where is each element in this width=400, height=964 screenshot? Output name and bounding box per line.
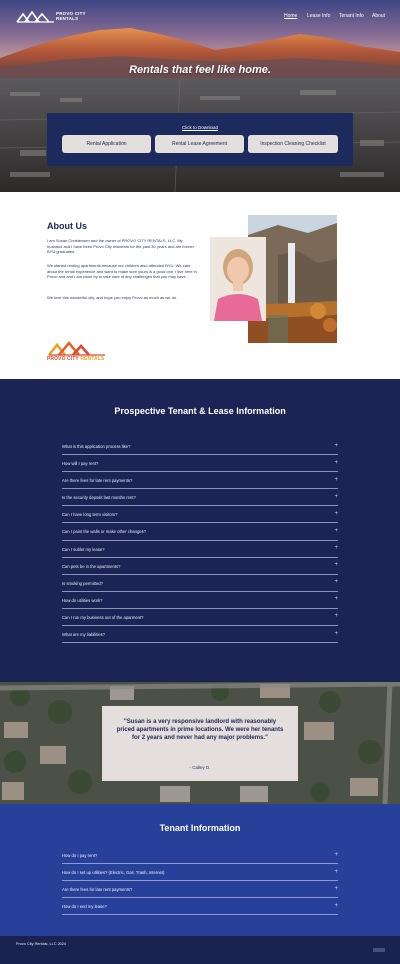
- plus-icon[interactable]: +: [334, 596, 338, 603]
- rental-lease-agreement-button[interactable]: Rental Lease Agreement: [155, 135, 244, 153]
- faq-title: Prospective Tenant & Lease Information: [114, 406, 286, 416]
- faq-item[interactable]: [62, 558, 338, 575]
- plus-icon[interactable]: +: [334, 545, 338, 552]
- nav-lease-info[interactable]: Lease Info: [307, 13, 331, 19]
- plus-icon[interactable]: +: [334, 510, 338, 517]
- tenant-info-title: Tenant Information: [159, 823, 241, 833]
- faq-item-question: Are there fees for late rent payments?: [62, 478, 133, 484]
- about-paragraph-1: I am Susan Christensen and the owner of PROVO CITY RENTALS, LLC. My husband and I have been Provo City residents for the past 30 years and are former BYU graduates.: [47, 238, 194, 255]
- tenant-item[interactable]: [62, 847, 338, 864]
- tenant-item[interactable]: [62, 881, 338, 898]
- about-title: About Us: [47, 221, 87, 231]
- download-panel: [47, 113, 353, 166]
- footer-copyright: Provo City Rentals, LLC 2024: [16, 942, 67, 946]
- plus-icon[interactable]: +: [334, 630, 338, 637]
- about-paragraph-2: We started renting apartments because our children also attended BYU. We care about the rental experience and want to make sure yours is a good one. I live here in Provo and and I am close by to take care of any challenges that you may have.: [47, 263, 197, 280]
- plus-icon[interactable]: +: [334, 613, 338, 620]
- faq-item[interactable]: [62, 626, 338, 643]
- owner-portrait-photo: [210, 237, 266, 321]
- plus-icon[interactable]: +: [334, 442, 338, 449]
- tenant-item-question: Are there fees for late rent payments?: [62, 887, 133, 892]
- tenant-info-list: [62, 847, 338, 915]
- faq-item-question: Is smoking permitted?: [62, 580, 103, 586]
- faq-item-question: What are my liabilities?: [62, 632, 106, 638]
- faq-item[interactable]: [62, 541, 338, 558]
- faq-item-question: Can I have long term visitors?: [62, 512, 118, 518]
- nav-home[interactable]: Home: [284, 13, 298, 19]
- hero-title: Rentals that feel like home.: [129, 64, 271, 76]
- brand-logo-text: [56, 11, 86, 21]
- faq-item[interactable]: [62, 609, 338, 626]
- tenant-item[interactable]: [62, 898, 338, 915]
- logo-wordmark: [47, 356, 104, 362]
- plus-icon[interactable]: +: [334, 562, 338, 569]
- faq-item-question: Is the security deposit last months rent?: [62, 495, 136, 501]
- plus-icon[interactable]: +: [334, 459, 338, 466]
- faq-item[interactable]: [62, 472, 338, 489]
- plus-icon[interactable]: +: [334, 902, 338, 909]
- logo-word-2: RENTALS: [80, 356, 105, 362]
- tenant-item-question: How do I end my lease?: [62, 904, 107, 909]
- tenant-item-question: How do I set up utilities? (Electric, Gas, Trash, Internet): [62, 870, 165, 875]
- faq-section: [0, 379, 400, 682]
- plus-icon[interactable]: +: [334, 527, 338, 534]
- logo-word-1: PROVO CITY: [47, 356, 79, 362]
- footer-logo-icon[interactable]: [373, 948, 385, 952]
- faq-item-question: How will I pay rent?: [62, 461, 99, 467]
- tenant-item-question: How do I pay rent?: [62, 853, 98, 858]
- plus-icon[interactable]: +: [334, 851, 338, 858]
- rental-application-button[interactable]: Rental Application: [62, 135, 151, 153]
- faq-list: [62, 438, 338, 643]
- faq-item[interactable]: [62, 506, 338, 523]
- faq-item[interactable]: [62, 489, 338, 506]
- nav-tenant-info[interactable]: Tenant Info: [339, 13, 364, 19]
- faq-item-question: Can I sublet my lease?: [62, 546, 105, 552]
- testimonial-card: [102, 706, 298, 781]
- plus-icon[interactable]: +: [334, 868, 338, 875]
- faq-item[interactable]: [62, 438, 338, 455]
- download-title[interactable]: Click to Download: [181, 125, 218, 130]
- faq-item-question: Can pets be in the apartments?: [62, 563, 121, 569]
- faq-item[interactable]: [62, 592, 338, 609]
- top-navigation: [0, 0, 400, 32]
- brand-line1: PROVO CITY: [56, 11, 86, 16]
- nav-about[interactable]: About: [372, 13, 386, 19]
- faq-item[interactable]: [62, 455, 338, 472]
- brand-line2: RENTALS: [56, 16, 79, 21]
- tenant-item[interactable]: [62, 864, 338, 881]
- plus-icon[interactable]: +: [334, 476, 338, 483]
- inspection-checklist-button[interactable]: Inspection Cleaning Checklist: [248, 135, 338, 153]
- plus-icon[interactable]: +: [334, 885, 338, 892]
- hero-section: [0, 0, 400, 192]
- testimonial-quote: "Susan is a very responsive landlord with reasonably priced apartments in prime locations. We were her tenants for 2 years and never had any major problems.": [116, 719, 284, 742]
- faq-item[interactable]: [62, 575, 338, 592]
- faq-item-question: What is this application process like?: [62, 444, 131, 449]
- plus-icon[interactable]: +: [334, 579, 338, 586]
- faq-item-question: Can I paint the walls or make other changes?: [62, 529, 147, 535]
- faq-item-question: Can I run my business out of the aparment?: [62, 614, 144, 620]
- testimonial-author: - Calley D.: [189, 765, 211, 770]
- testimonial-section: [0, 682, 400, 804]
- footer: [0, 936, 400, 964]
- plus-icon[interactable]: +: [334, 493, 338, 500]
- faq-item[interactable]: [62, 523, 338, 540]
- about-paragraph-3: We love this wonderful city, and hope you enjoy Provo as much as we do.: [47, 295, 178, 300]
- tenant-info-section: [0, 804, 400, 936]
- faq-item-question: How do utilities work?: [62, 597, 103, 603]
